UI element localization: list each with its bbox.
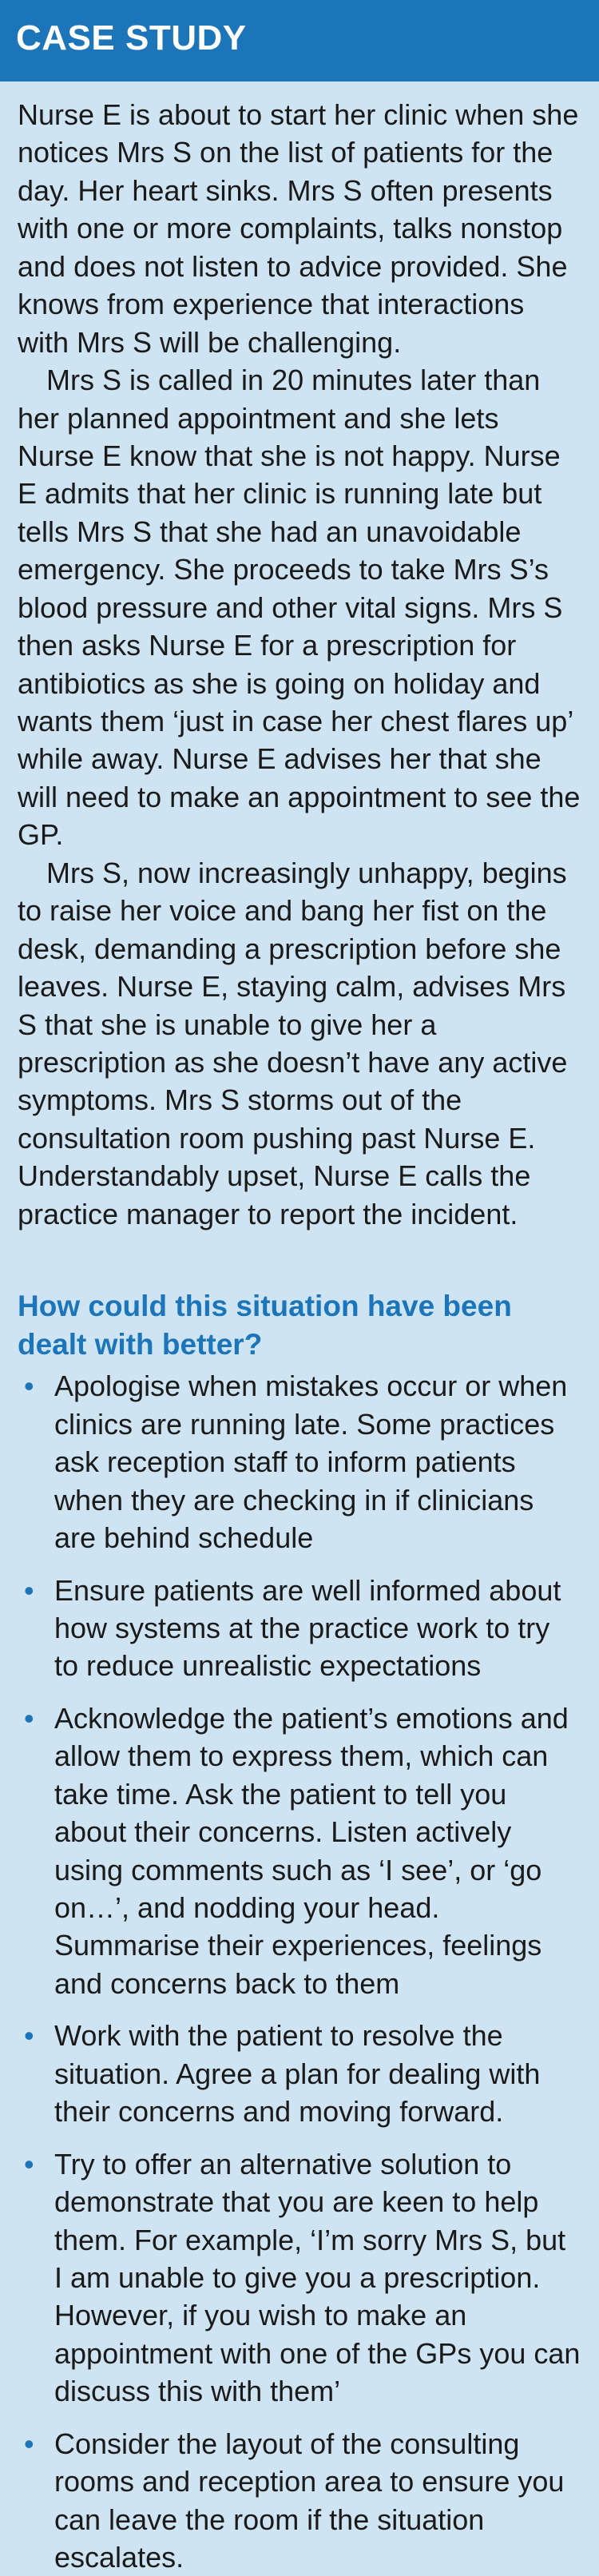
bullet-icon: • [24, 2019, 34, 2053]
list-item-text: Apologise when mistakes occur or when clinics are running late. Some practices ask reception staff to inform patients when they are checking in if clinicians are behind schedule [54, 1369, 568, 1555]
list-item [18, 2017, 581, 2130]
bullet-icon: • [24, 1573, 34, 1607]
list-item [18, 1367, 581, 1556]
list-item-text: Acknowledge the patient’s emotions and allow them to express them, which can take time. Ask the patient to tell you about their concerns. Listen actively using comments such as ‘I see’, or ‘go on…’, and nodding your head. Summarise their experiences, feelings and concerns back to them [54, 1701, 569, 2000]
question-heading: How could this situation have been dealt with better? [18, 1290, 512, 1362]
bullet-icon: • [24, 1701, 34, 1735]
case-study-content [0, 81, 599, 2576]
list-item [18, 1699, 581, 2003]
case-paragraph-1: Nurse E is about to start her clinic when she notices Mrs S on the list of patients for the day. Her heart sinks. Mrs S often presents with one or more complaints, talks nonstop and does not listen to advice provided. She knows from experience that interactions with Mrs S will be challenging. [18, 98, 579, 359]
case-study-header [0, 0, 599, 81]
list-item [18, 2425, 581, 2576]
case-paragraph-3: Mrs S, now increasingly unhappy, begins to raise her voice and bang her fist on the desk, demanding a prescription before she leaves. Nurse E, staying calm, advises Mrs S that she is unable to give her a prescription as she doesn’t have any active symptoms. Mrs S storms out of the consultation room pushing past Nurse E. Understandably upset, Nurse E calls the practice manager to report the incident. [18, 856, 568, 1230]
case-paragraph-2: Mrs S is called in 20 minutes later than her planned appointment and she lets Nurse E know that she is not happy. Nurse E admits that her clinic is running late but tells Mrs S that she had an unavoidable emergency. She proceeds to take Mrs S’s blood pressure and other vital signs. Mrs S then asks Nurse E for a prescription for antibiotics as she is going on holiday and wants them ‘just in case her chest flares up’ while away. Nurse E advises her that she will need to make an appointment to see the GP. [18, 364, 581, 852]
bullet-icon: • [24, 2427, 34, 2460]
list-item-text: Try to offer an alternative solution to demonstrate that you are keen to help them. For example, ‘I’m sorry Mrs S, but I am unable to give you a prescription. However, if you wish to make an appointment with one of the GPs you can discuss this with them’ [54, 2147, 581, 2408]
case-study-title: CASE STUDY [16, 18, 247, 58]
bullet-icon: • [24, 2147, 34, 2180]
list-item-text: Work with the patient to resolve the situation. Agree a plan for dealing with their concerns and moving forward. [54, 2019, 541, 2129]
list-item [18, 2145, 581, 2411]
list-item [18, 1572, 581, 1685]
list-item-text: Consider the layout of the consulting rooms and reception area to ensure you can leave the room if the situation escalates. [54, 2427, 565, 2574]
bullet-icon: • [24, 1369, 34, 1403]
list-item-text: Ensure patients are well informed about how systems at the practice work to try to reduce unrealistic expectations [54, 1573, 561, 1683]
tips-list [18, 1367, 581, 2576]
